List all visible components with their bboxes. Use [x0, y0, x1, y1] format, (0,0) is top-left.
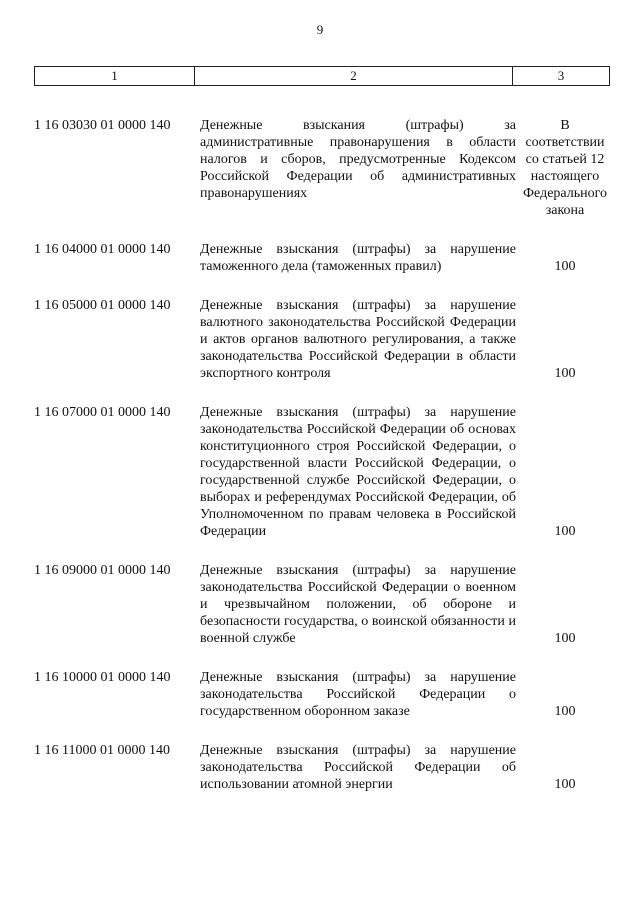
- column-header-1: 1: [35, 67, 195, 85]
- row-norm: 100: [554, 777, 576, 792]
- row-norm: В соответствии со статьей 12 настоящего Федерального закона: [522, 118, 608, 218]
- page-number: 9: [316, 22, 324, 37]
- row-description: Денежные взыскания (штрафы) за административные правонарушения в области налогов и сборов, предусмотренные Кодексом Российской Федерации об административных правонарушениях: [200, 118, 516, 201]
- column-header-table: [34, 66, 610, 86]
- row-norm: 100: [554, 259, 576, 274]
- table-row: [34, 742, 610, 793]
- row-description: Денежные взыскания (штрафы) за нарушение валютного законодательства Российской Федерации и актов органов валютного регулирования, а также законодательства Российской Федерации в области экспортного контроля: [200, 298, 516, 381]
- row-norm: 100: [554, 366, 576, 381]
- row-description: Денежные взыскания (штрафы) за нарушение таможенного дела (таможенных правил): [200, 242, 516, 274]
- row-code: 1 16 05000 01 0000 140: [34, 298, 171, 313]
- table-row: [34, 297, 610, 382]
- table-row: [34, 404, 610, 540]
- row-code: 1 16 09000 01 0000 140: [34, 563, 171, 578]
- row-norm: 100: [554, 631, 576, 646]
- column-header-3: 3: [557, 68, 565, 83]
- row-code: 1 16 03030 01 0000 140: [34, 118, 171, 133]
- table-row: [34, 241, 610, 275]
- row-description: Денежные взыскания (штрафы) за нарушение законодательства Российской Федерации об основах конституционного строя Российской Федерации, о государственной власти Российской Федерации, о государственной службе Российской Федерации, о выборах и референдумах Российской Федерации, об Уполномоченном по правам человека в Российской Федерации: [200, 405, 516, 539]
- table-row: [34, 117, 610, 219]
- row-description: Денежные взыскания (штрафы) за нарушение законодательства Российской Федерации о государственном оборонном заказе: [200, 670, 516, 719]
- row-code: 1 16 11000 01 0000 140: [34, 743, 170, 758]
- row-code: 1 16 04000 01 0000 140: [34, 242, 171, 257]
- row-code: 1 16 07000 01 0000 140: [34, 405, 171, 420]
- row-code: 1 16 10000 01 0000 140: [34, 670, 171, 685]
- table-row: [34, 562, 610, 647]
- row-description: Денежные взыскания (штрафы) за нарушение законодательства Российской Федерации о военном и чрезвычайном положении, об обороне и безопасности государства, о воинской обязанности и военной службе: [200, 563, 516, 646]
- table-row: [34, 669, 610, 720]
- row-norm: 100: [554, 524, 576, 539]
- column-header-2: 2: [195, 67, 513, 85]
- row-norm: 100: [554, 704, 576, 719]
- row-description: Денежные взыскания (штрафы) за нарушение законодательства Российской Федерации об использовании атомной энергии: [200, 743, 516, 792]
- table-body: [34, 117, 610, 815]
